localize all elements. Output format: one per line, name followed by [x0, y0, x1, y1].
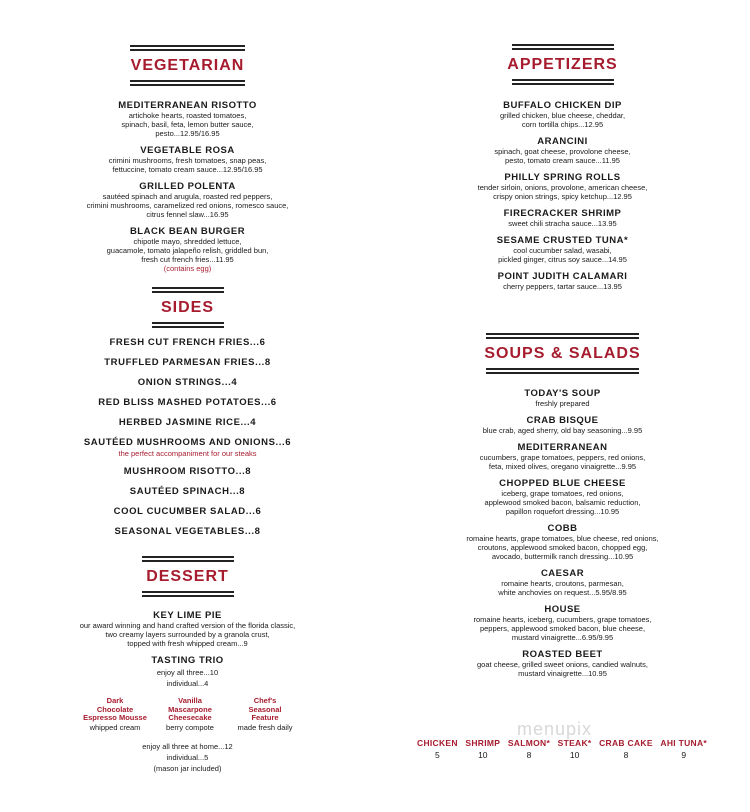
- item-name: PHILLY SPRING ROLLS: [504, 172, 621, 183]
- soups-list: [375, 388, 750, 678]
- menu-item: [0, 610, 375, 648]
- menu-item: [375, 415, 750, 435]
- item-desc: spinach, goat cheese, provolone cheese,: [494, 147, 631, 156]
- side-item: ONION STRINGS...4: [137, 377, 238, 388]
- protein-option: [660, 738, 707, 762]
- trio-name: Chef's: [253, 696, 277, 705]
- soups-title: SOUPS & SALADS: [484, 345, 641, 362]
- item-desc: corn tortilla chips...12.95: [521, 120, 604, 129]
- item-desc: tender sirloin, onions, provolone, american cheese,: [477, 183, 648, 192]
- item-name: ARANCINI: [537, 136, 588, 147]
- item-desc: romaine hearts, croutons, parmesan,: [501, 579, 624, 588]
- item-name: TASTING TRIO: [151, 655, 224, 666]
- item-desc: avocado, buttermilk ranch dressing...10.95: [491, 552, 634, 561]
- item-name: KEY LIME PIE: [153, 610, 222, 621]
- menu-item: [0, 655, 375, 688]
- dessert-list: [0, 610, 375, 688]
- menu-item: [0, 145, 375, 174]
- vegetarian-title: VEGETARIAN: [130, 57, 245, 74]
- protein-name: AHI TUNA*: [660, 738, 707, 748]
- home-line: individual...5: [166, 753, 209, 762]
- item-desc: citrus fennel slaw...16.95: [146, 210, 229, 219]
- menu-item: [375, 568, 750, 597]
- protein-option: [417, 738, 458, 762]
- item-desc: romaine hearts, grape tomatoes, blue cheese, red onions,: [466, 534, 659, 543]
- item-desc: cherry peppers, tartar sauce...13.95: [503, 282, 622, 291]
- item-desc: pickled ginger, citrus soy sauce...14.95: [498, 255, 627, 264]
- menu-item: [375, 478, 750, 516]
- item-desc: spinach, basil, feta, lemon butter sauce,: [121, 120, 254, 129]
- item-desc: goat cheese, grilled sweet onions, candied walnuts,: [477, 660, 648, 669]
- item-desc: sweet chili stracha sauce...13.95: [508, 219, 617, 228]
- item-desc: white anchovies on request...5.95/8.95: [498, 588, 627, 597]
- protein-price: 8: [526, 750, 532, 760]
- protein-option: [508, 738, 550, 762]
- appetizers-title: APPETIZERS: [507, 56, 618, 73]
- item-name: GRILLED POLENTA: [139, 181, 236, 192]
- item-desc: peppers, applewood smoked bacon, blue cheese,: [479, 624, 646, 633]
- item-desc: chipotle mayo, shredded lettuce,: [133, 237, 242, 246]
- item-desc: applewood smoked bacon, balsamic reduction,: [484, 498, 641, 507]
- item-desc: fresh cut french fries...11.95: [141, 255, 234, 264]
- item-desc: pesto...12.95/16.95: [155, 129, 220, 138]
- appetizers-list: [375, 100, 750, 291]
- menu-item: [375, 208, 750, 228]
- item-desc: cucumbers, grape tomatoes, peppers, red onions,: [479, 453, 646, 462]
- side-note: the perfect accompaniment for our steaks: [118, 449, 257, 458]
- item-name: POINT JUDITH CALAMARI: [497, 271, 628, 282]
- item-desc: blue crab, aged sherry, old bay seasoning...9.95: [482, 426, 643, 435]
- item-desc: enjoy all three...10: [156, 668, 219, 677]
- menu-item: [375, 271, 750, 291]
- trio-desc: berry compote: [166, 722, 214, 732]
- side-item: SEASONAL VEGETABLES...8: [114, 526, 261, 537]
- item-name: MEDITERRANEAN RISOTTO: [118, 100, 257, 111]
- item-desc: individual...4: [166, 679, 209, 688]
- trio-option: [80, 697, 150, 732]
- item-name: CAESAR: [540, 568, 585, 579]
- menu-item: [0, 100, 375, 138]
- item-desc: topped with fresh whipped cream...9: [127, 639, 248, 648]
- trio-desc: made fresh daily: [237, 722, 293, 732]
- item-desc: sautéed spinach and arugula, roasted red peppers,: [102, 192, 273, 201]
- item-desc: artichoke hearts, roasted tomatoes,: [128, 111, 247, 120]
- dessert-header: [0, 556, 375, 597]
- home-line: (mason jar included): [153, 764, 222, 773]
- dessert-title: DESSERT: [146, 568, 229, 585]
- side-item: COOL CUCUMBER SALAD...6: [113, 506, 262, 517]
- item-desc: freshly prepared: [535, 399, 590, 408]
- sides-list: [0, 337, 375, 538]
- side-item: FRESH CUT FRENCH FRIES...6: [109, 337, 266, 348]
- trio-name: Vanilla: [178, 696, 202, 705]
- sides-title: SIDES: [160, 299, 214, 316]
- trio-name: Feature: [251, 713, 279, 722]
- item-name: ROASTED BEET: [522, 649, 603, 660]
- item-desc: crimini mushrooms, fresh tomatoes, snap peas,: [108, 156, 267, 165]
- item-desc: iceberg, grape tomatoes, red onions,: [501, 489, 624, 498]
- soups-header: [375, 333, 750, 374]
- vegetarian-header: [0, 45, 375, 86]
- item-note: (contains egg): [163, 264, 212, 273]
- menu-item: [375, 100, 750, 129]
- item-desc: our award winning and hand crafted version of the florida classic,: [79, 621, 296, 630]
- item-desc: guacamole, tomato jalapeño relish, griddled bun,: [106, 246, 269, 255]
- menu-item: [375, 649, 750, 678]
- item-name: MEDITERRANEAN: [517, 442, 608, 453]
- protein-option: [465, 738, 500, 762]
- protein-price: 10: [478, 750, 488, 760]
- item-desc: feta, mixed olives, oregano vinaigrette...9.95: [488, 462, 637, 471]
- side-item: SAUTÉED MUSHROOMS AND ONIONS...6: [83, 437, 292, 448]
- item-desc: crispy onion strings, spicy ketchup...12.95: [493, 192, 632, 201]
- item-name: FIRECRACKER SHRIMP: [503, 208, 622, 219]
- trio-name: Cheesecake: [168, 713, 212, 722]
- trio-desc: whipped cream: [89, 722, 141, 732]
- trio-option: [230, 697, 300, 732]
- item-desc: mustard vinaigrette...6.95/9.95: [511, 633, 614, 642]
- item-desc: croutons, applewood smoked bacon, chopped egg,: [477, 543, 648, 552]
- protein-price: 10: [569, 750, 580, 760]
- item-desc: fettuccine, tomato cream sauce...12.95/16.95: [112, 165, 263, 174]
- sides-header: [0, 287, 375, 328]
- trio-name: Seasonal: [248, 704, 282, 714]
- protein-addons: [417, 738, 707, 762]
- side-item: SAUTÉED SPINACH...8: [129, 486, 246, 497]
- side-item: HERBED JASMINE RICE...4: [118, 417, 257, 428]
- item-desc: two creamy layers surrounded by a granola crust,: [105, 630, 270, 639]
- appetizers-header: [375, 44, 750, 85]
- protein-name: SHRIMP: [465, 738, 501, 748]
- item-desc: mustard vinaigrette...10.95: [518, 669, 607, 678]
- item-name: BUFFALO CHICKEN DIP: [503, 100, 622, 111]
- item-name: TODAY'S SOUP: [524, 388, 601, 399]
- menu-item: [375, 523, 750, 561]
- protein-name: CHICKEN: [417, 738, 458, 748]
- menu-item: [375, 235, 750, 264]
- home-line: enjoy all three at home...12: [142, 742, 233, 751]
- side-item: TRUFFLED PARMESAN FRIES...8: [104, 357, 271, 368]
- menu-item: [375, 388, 750, 408]
- protein-option: [558, 738, 592, 762]
- item-desc: crimini mushrooms, caramelized red onions, romesco sauce,: [86, 201, 289, 210]
- item-name: SESAME CRUSTED TUNA*: [496, 235, 629, 246]
- protein-option: [599, 738, 653, 762]
- watermark: menupix: [517, 719, 593, 739]
- side-item: MUSHROOM RISOTTO...8: [123, 466, 252, 477]
- trio-name: Mascarpone: [168, 704, 212, 714]
- tasting-trio-options: [80, 697, 300, 732]
- protein-price: 5: [435, 750, 440, 760]
- protein-name: SALMON*: [507, 738, 551, 748]
- trio-name: Dark: [106, 696, 124, 705]
- trio-option: [155, 697, 225, 732]
- item-name: HOUSE: [544, 604, 581, 615]
- menu-item: [0, 181, 375, 219]
- item-name: CRAB BISQUE: [526, 415, 599, 426]
- protein-price: 9: [681, 750, 687, 760]
- item-desc: papillon roquefort dressing...10.95: [505, 507, 620, 516]
- item-name: CHOPPED BLUE CHEESE: [499, 478, 626, 489]
- dessert-home: [0, 741, 375, 774]
- item-desc: cool cucumber salad, wasabi,: [513, 246, 612, 255]
- trio-name: Chocolate: [96, 704, 134, 714]
- menu-item: [375, 172, 750, 201]
- menu-item: [375, 136, 750, 165]
- item-name: BLACK BEAN BURGER: [129, 226, 246, 237]
- item-name: VEGETABLE ROSA: [140, 145, 235, 156]
- menu-item: [375, 604, 750, 642]
- menu-item: [375, 442, 750, 471]
- item-desc: pesto, tomato cream sauce...11.95: [505, 156, 620, 165]
- protein-price: 8: [623, 750, 629, 760]
- trio-name: Espresso Mousse: [83, 713, 147, 722]
- item-desc: grilled chicken, blue cheese, cheddar,: [499, 111, 626, 120]
- item-name: COBB: [547, 523, 578, 534]
- item-desc: romaine hearts, iceberg, cucumbers, grape tomatoes,: [473, 615, 652, 624]
- menu-item: [0, 226, 375, 273]
- protein-name: CRAB CAKE: [599, 738, 653, 748]
- side-item: RED BLISS MASHED POTATOES...6: [98, 397, 277, 408]
- protein-name: STEAK*: [557, 738, 592, 748]
- vegetarian-list: [0, 100, 375, 273]
